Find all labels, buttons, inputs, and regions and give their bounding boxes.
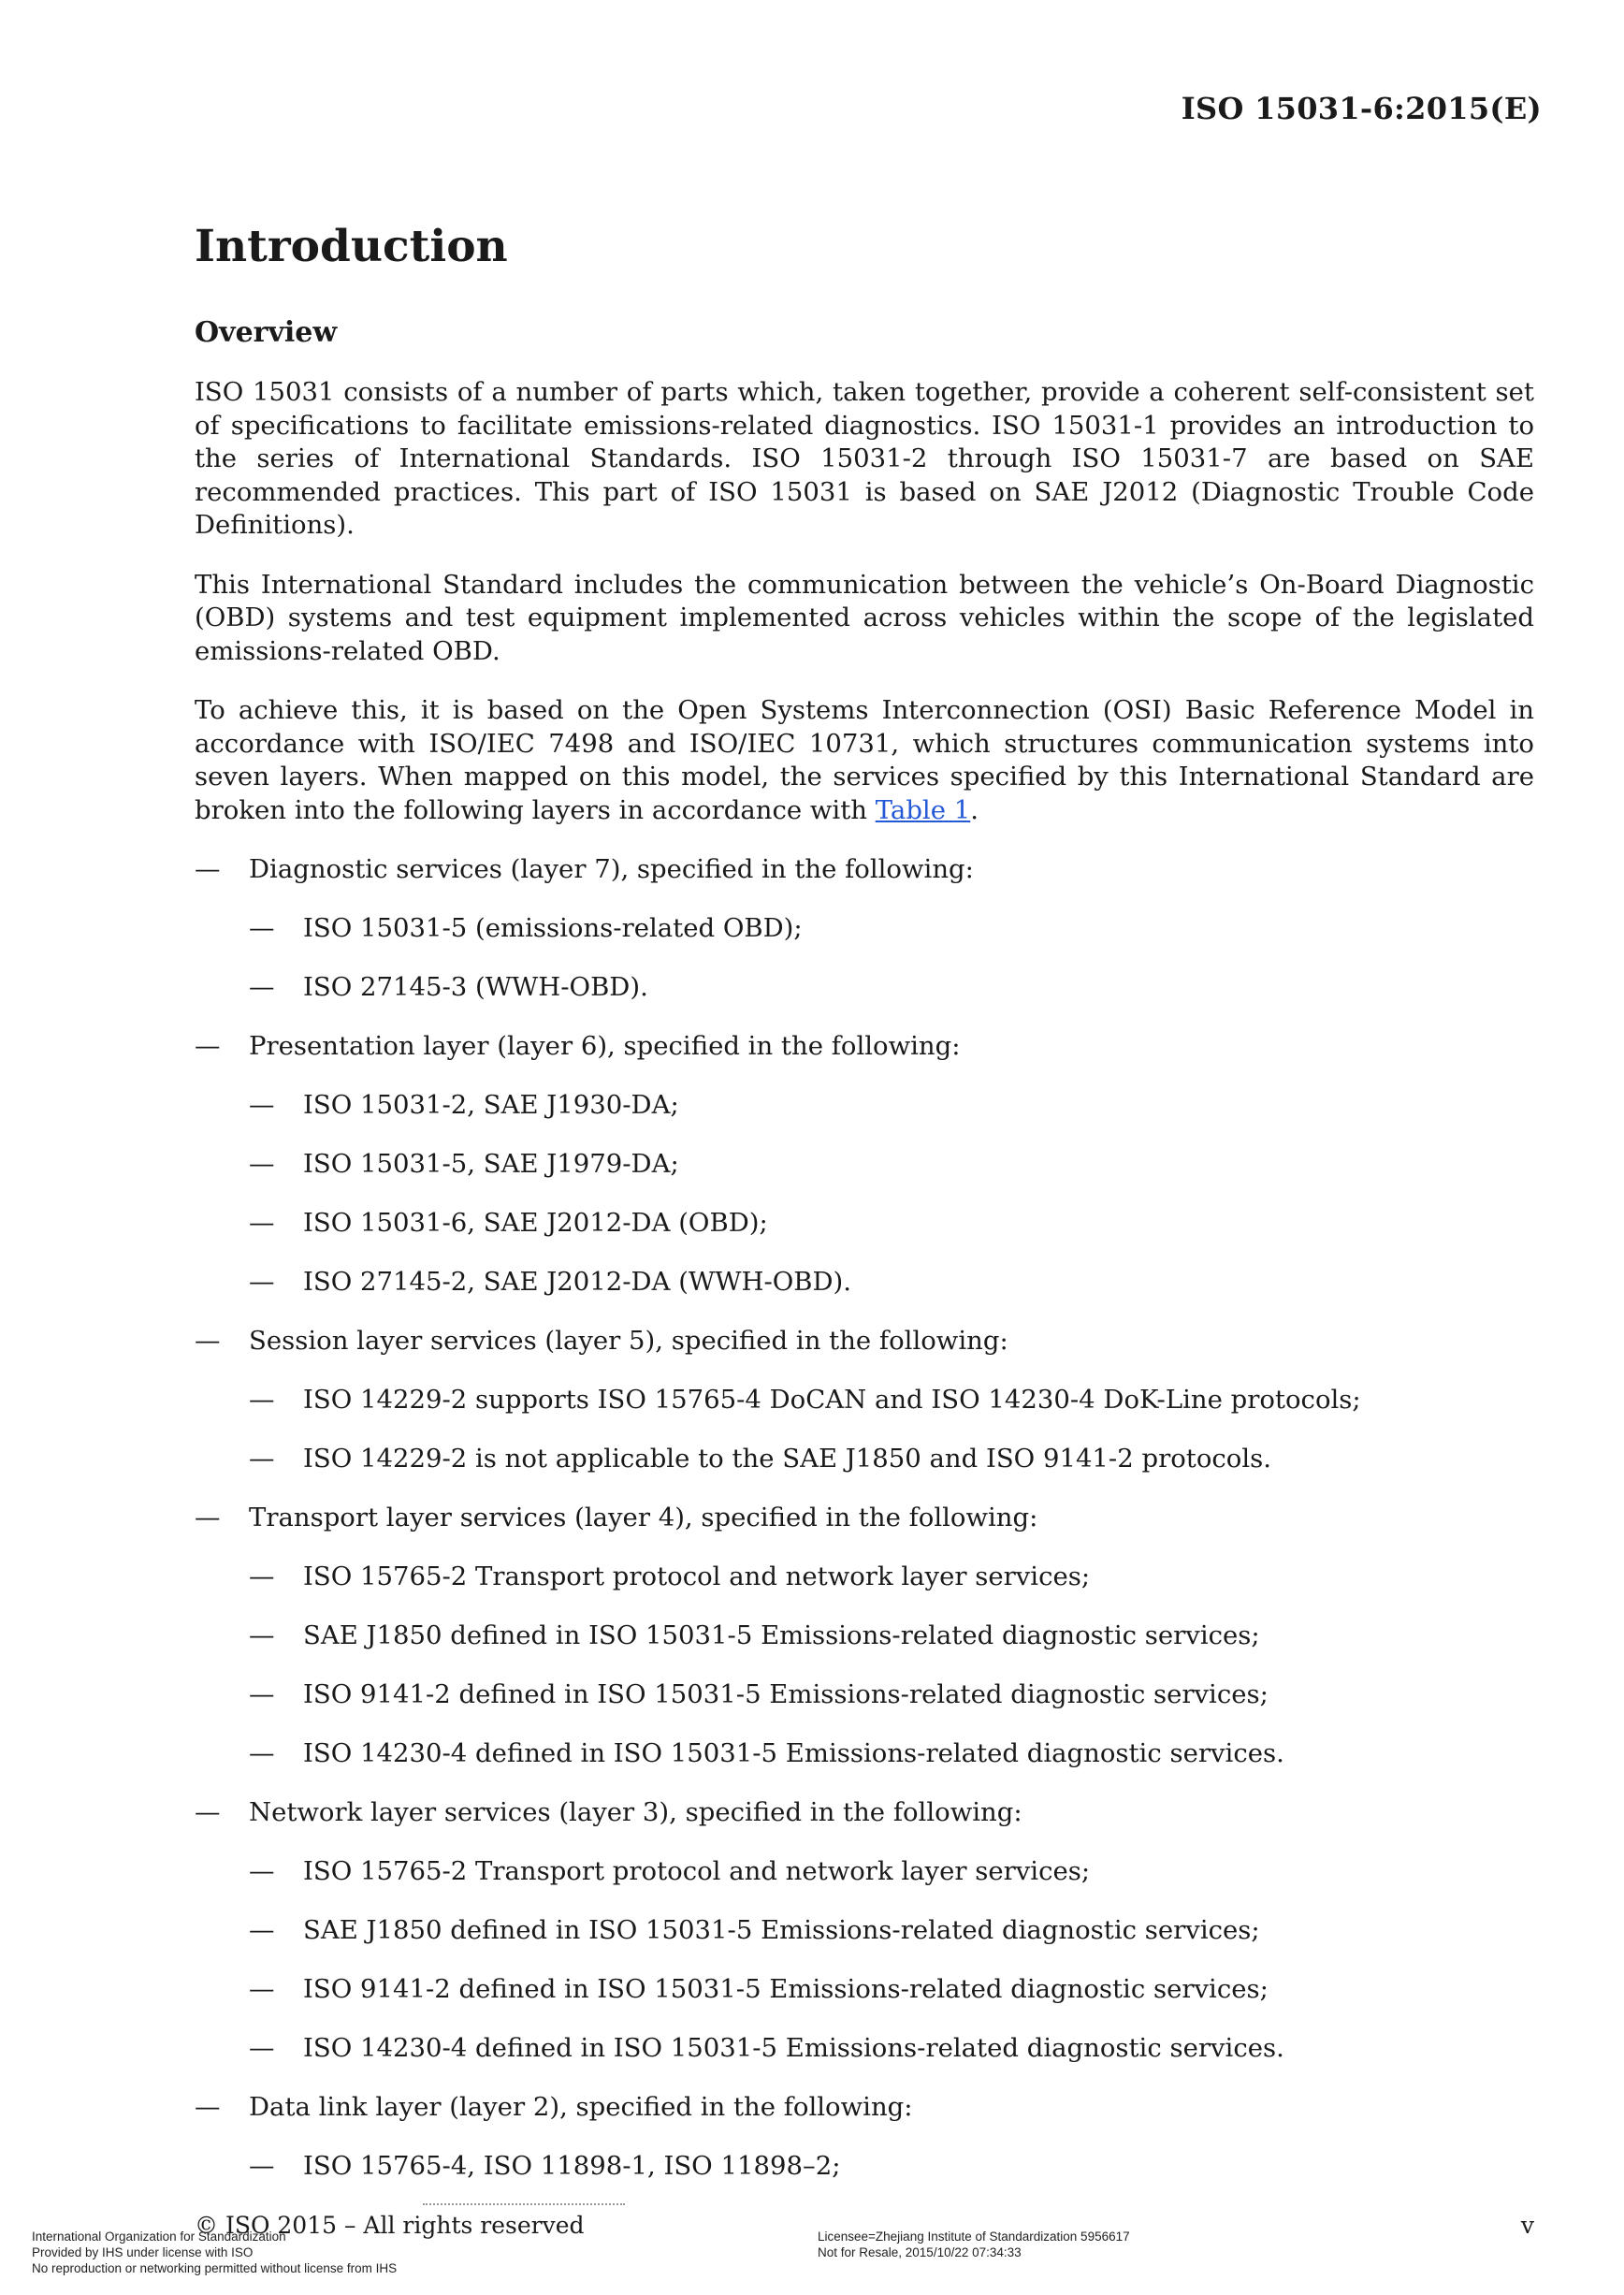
license-notice-left: [32, 2229, 397, 2276]
em-dash-bullet: —: [195, 1326, 221, 1357]
standard-reference-text: ISO 15765-4, ISO 11898-1, ISO 11898–2;: [303, 2151, 841, 2182]
standard-reference: [249, 2149, 1534, 2183]
em-dash-bullet: —: [249, 1856, 275, 1887]
licensee-line: Licensee=Zhejiang Institute of Standardization 5956617: [818, 2230, 1130, 2244]
em-dash-bullet: —: [195, 2092, 221, 2123]
standard-reference: [249, 1206, 1534, 1240]
standard-reference-item: [249, 1265, 1534, 1299]
layer-sublist: [249, 1383, 1534, 1475]
standard-reference-item: [249, 1913, 1534, 1947]
em-dash-bullet: —: [249, 2151, 275, 2182]
em-dash-bullet: —: [249, 1974, 275, 2005]
standard-reference: [249, 1854, 1534, 1888]
standard-reference: [249, 970, 1534, 1004]
page-number: v: [1520, 2212, 1534, 2239]
standard-reference-item: [249, 2031, 1534, 2065]
section-heading-overview: Overview: [195, 316, 338, 350]
standard-reference: [249, 1147, 1534, 1181]
em-dash-bullet: —: [195, 1503, 221, 1533]
page-body: [195, 221, 1534, 2208]
layer-label: [195, 2090, 1534, 2124]
layer-label-text: Data link layer (layer 2), specified in the following:: [249, 2092, 913, 2123]
layer-sublist: [249, 1854, 1534, 2065]
layer-label: [195, 1324, 1534, 1358]
standard-reference-text: ISO 27145-3 (WWH-OBD).: [303, 972, 648, 1003]
standard-reference-item: [249, 911, 1534, 945]
paragraph-2: This International Standard includes the communication between the vehicle’s On-Board Diagnostic (OBD) systems and test equipment implemented across vehicles within the scope of the legislated emissions-related OBD.: [195, 569, 1534, 666]
dotted-rule: [423, 2203, 625, 2209]
em-dash-bullet: —: [249, 1679, 275, 1710]
layer-item: [195, 2090, 1534, 2183]
license-line: No reproduction or networking permitted without license from IHS: [32, 2261, 398, 2275]
em-dash-bullet: —: [249, 1561, 275, 1592]
paragraph-1: ISO 15031 consists of a number of parts which, taken together, provide a coherent self-consistent set of specifications to facilitate emissions-related diagnostics. ISO 15031-1 provides an introduction to the series of International Standards. ISO 15031-2 through ISO 15031-7 are based on SAE recommended practices. This part of ISO 15031 is based on SAE J2012 (Diagnostic Trouble Code Definitions).: [195, 377, 1534, 541]
standard-reference-item: [249, 1442, 1534, 1475]
standard-reference-text: ISO 14230-4 defined in ISO 15031-5 Emissions-related diagnostic services.: [303, 2033, 1284, 2064]
layer-label: [195, 1029, 1534, 1063]
standard-reference: [249, 2031, 1534, 2065]
em-dash-bullet: —: [249, 2033, 275, 2064]
em-dash-bullet: —: [249, 1738, 275, 1769]
standard-reference: [249, 1678, 1534, 1711]
licensee-line: Not for Resale, 2015/10/22 07:34:33: [818, 2245, 1022, 2259]
standard-reference: [249, 1913, 1534, 1947]
layer-sublist: [249, 911, 1534, 1004]
standard-reference-text: ISO 9141-2 defined in ISO 15031-5 Emissions-related diagnostic services;: [303, 1974, 1269, 2005]
standard-reference-item: [249, 1736, 1534, 1770]
layer-item: [195, 1795, 1534, 2065]
layer-item: [195, 1029, 1534, 1299]
standard-reference-text: ISO 15031-2, SAE J1930-DA;: [303, 1090, 679, 1121]
standard-reference-text: ISO 15031-5 (emissions-related OBD);: [303, 913, 803, 944]
standard-reference: [249, 1972, 1534, 2006]
standard-reference-item: [249, 1619, 1534, 1652]
layer-sublist: [249, 1088, 1534, 1299]
standard-reference-item: [249, 1206, 1534, 1240]
standard-reference-item: [249, 1678, 1534, 1711]
standard-reference-text: ISO 14230-4 defined in ISO 15031-5 Emissions-related diagnostic services.: [303, 1738, 1284, 1769]
layer-item: [195, 852, 1534, 1004]
paragraph-3-end: .: [970, 794, 979, 825]
paragraph-3: [195, 694, 1534, 827]
standard-reference: [249, 911, 1534, 945]
em-dash-bullet: —: [195, 1797, 221, 1828]
layer-label: [195, 1795, 1534, 1829]
standard-reference-item: [249, 1560, 1534, 1593]
layer-label-text: Diagnostic services (layer 7), specified in the following:: [249, 854, 974, 885]
layer-sublist: [249, 2149, 1534, 2183]
em-dash-bullet: —: [249, 1444, 275, 1474]
em-dash-bullet: —: [249, 1915, 275, 1946]
em-dash-bullet: —: [195, 854, 221, 885]
layer-label: [195, 852, 1534, 886]
standard-reference-item: [249, 1383, 1534, 1416]
standard-reference-text: ISO 15765-2 Transport protocol and network layer services;: [303, 1856, 1091, 1887]
em-dash-bullet: —: [249, 1267, 275, 1298]
em-dash-bullet: —: [195, 1031, 221, 1062]
em-dash-bullet: —: [249, 913, 275, 944]
standard-reference-text: SAE J1850 defined in ISO 15031-5 Emissions-related diagnostic services;: [303, 1620, 1260, 1651]
standard-reference-item: [249, 1972, 1534, 2006]
standard-reference: [249, 1265, 1534, 1299]
licensee-notice: [818, 2229, 1130, 2260]
layer-label-text: Network layer services (layer 3), specified in the following:: [249, 1797, 1022, 1828]
standard-reference-text: ISO 15031-5, SAE J1979-DA;: [303, 1149, 679, 1180]
standard-reference-text: ISO 27145-2, SAE J2012-DA (WWH-OBD).: [303, 1267, 852, 1298]
paragraph-3-text: To achieve this, it is based on the Open Systems Interconnection (OSI) Basic Reference Model in accordance with ISO/IEC 7498 and ISO/IEC 10731, which structures communication systems into seven layers. When mapped on this model, the services specified by this International Standard are broken into the following layers in accordance with: [195, 695, 1534, 825]
standard-reference-text: ISO 15765-2 Transport protocol and network layer services;: [303, 1561, 1091, 1592]
page-title: Introduction: [195, 221, 508, 272]
license-line: Provided by IHS under license with ISO: [32, 2245, 254, 2259]
em-dash-bullet: —: [249, 1149, 275, 1180]
standard-reference-item: [249, 1854, 1534, 1888]
standard-reference-text: SAE J1850 defined in ISO 15031-5 Emissions-related diagnostic services;: [303, 1915, 1260, 1946]
table-1-link[interactable]: Table 1: [875, 794, 971, 825]
layer-item: [195, 1324, 1534, 1475]
standard-reference-text: ISO 9141-2 defined in ISO 15031-5 Emissions-related diagnostic services;: [303, 1679, 1269, 1710]
copyright-notice: © ISO 2015 – All rights reserved: [195, 2212, 585, 2239]
layer-label-text: Presentation layer (layer 6), specified in the following:: [249, 1031, 961, 1062]
layer-label: [195, 1501, 1534, 1534]
em-dash-bullet: —: [249, 1385, 275, 1416]
standard-identifier: ISO 15031-6:2015(E): [1181, 91, 1542, 126]
standard-reference-item: [249, 1088, 1534, 1122]
standard-reference-item: [249, 1147, 1534, 1181]
license-line: International Organization for Standardization: [32, 2230, 286, 2244]
layer-list: [195, 852, 1534, 2183]
layer-label-text: Session layer services (layer 5), specified in the following:: [249, 1326, 1008, 1357]
em-dash-bullet: —: [249, 1620, 275, 1651]
em-dash-bullet: —: [249, 1208, 275, 1239]
layer-sublist: [249, 1560, 1534, 1770]
standard-reference-text: ISO 14229-2 is not applicable to the SAE J1850 and ISO 9141-2 protocols.: [303, 1444, 1271, 1474]
em-dash-bullet: —: [249, 972, 275, 1003]
layer-label-text: Transport layer services (layer 4), specified in the following:: [249, 1503, 1038, 1533]
standard-reference-text: ISO 14229-2 supports ISO 15765-4 DoCAN and ISO 14230-4 DoK-Line protocols;: [303, 1385, 1361, 1416]
standard-reference: [249, 1560, 1534, 1593]
standard-reference: [249, 1088, 1534, 1122]
standard-reference: [249, 1383, 1534, 1416]
standard-reference-item: [249, 2149, 1534, 2183]
em-dash-bullet: —: [249, 1090, 275, 1121]
standard-reference: [249, 1619, 1534, 1652]
standard-reference-text: ISO 15031-6, SAE J2012-DA (OBD);: [303, 1208, 768, 1239]
standard-reference-item: [249, 970, 1534, 1004]
layer-item: [195, 1501, 1534, 1770]
standard-reference: [249, 1442, 1534, 1475]
standard-reference: [249, 1736, 1534, 1770]
